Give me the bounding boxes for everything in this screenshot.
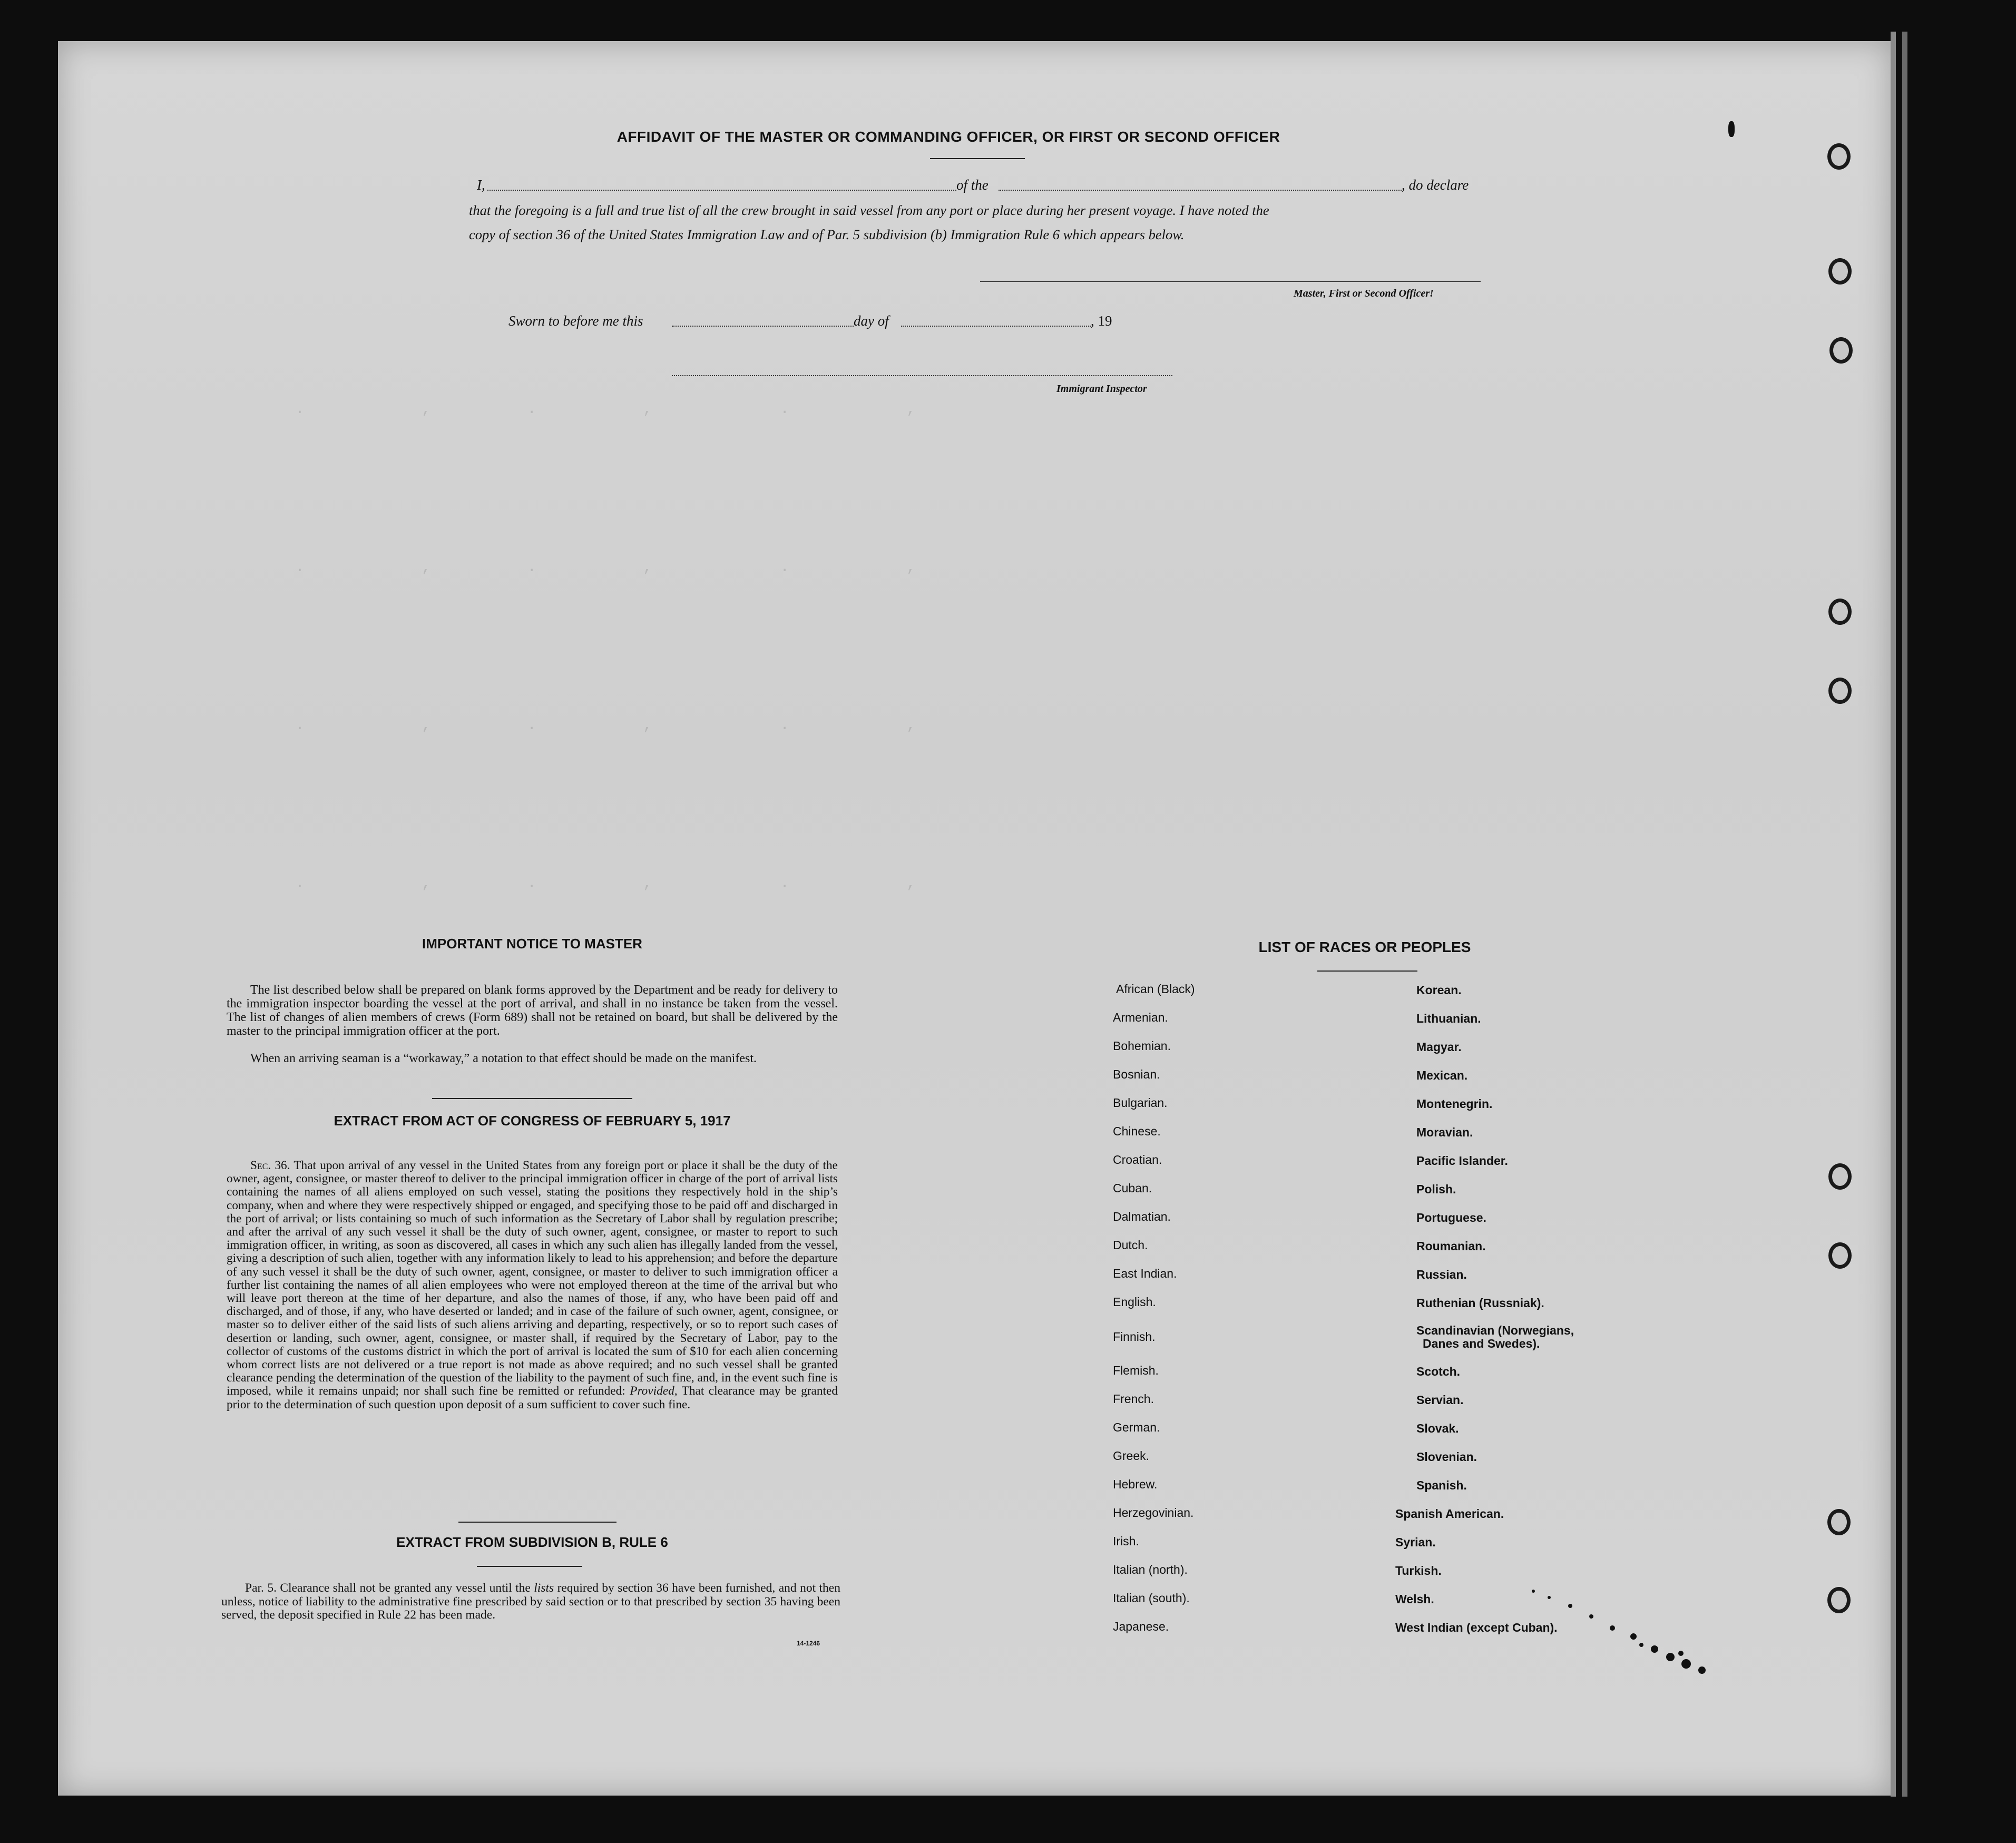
race-item-right-continued: Danes and Swedes). xyxy=(1423,1337,1540,1350)
race-item-left: Finnish. xyxy=(1113,1330,1156,1344)
declarant-name-field[interactable] xyxy=(487,190,956,191)
race-item-right: Servian. xyxy=(1416,1393,1464,1407)
race-item-left: Cuban. xyxy=(1113,1181,1152,1195)
race-item-left: Croatian. xyxy=(1113,1153,1162,1166)
race-item-right: Spanish. xyxy=(1416,1478,1467,1492)
binder-hole xyxy=(1829,337,1853,364)
inspector-caption: Immigrant Inspector xyxy=(1056,383,1147,395)
race-item-left: Italian (north). xyxy=(1113,1563,1188,1576)
race-item-right: Montenegrin. xyxy=(1416,1097,1493,1111)
race-item-left: Armenian. xyxy=(1113,1011,1168,1024)
race-item-right: Korean. xyxy=(1416,983,1462,997)
race-item-right: Spanish American. xyxy=(1395,1507,1504,1521)
act-text-main: That upon arrival of any vessel in the United States from any foreign port or place it shall be the duty of the owner, agent, consignee, or master thereof to deliver to the principal immigration officer in charge of the port of arrival lists containing the names of all aliens employed on such vessel, stating the positions they respectively hold in the ship’s company, when and where they were respectively shipped or engaged, and specifying those to be paid off and discharged in the port of arrival; or lists containing so much of such information as the Secretary of Labor shall by regulation prescribe; and after the arrival of any such vessel it shall be the duty of such owner, agent, consignee, or master to report to such immigration officer, in writing, as soon as discovered, all cases in which any such alien has illegally landed from the vessel, giving a description of such alien, together with any information likely to lead to his apprehension; and before the departure of any such vessel it shall be the duty of such owner, agent, consignee, or master to deliver to such immigration officer a further list containing the names of all alien employees who were not employed thereon at the time of the arrival but who will leave port thereon at the time of her departure, and also the names of those, if any, who have been paid off and discharged, and of those, if any, who have deserted or landed; and in case of the failure of such owner, agent, consignee, or master so to deliver either of the said lists of such aliens arriving and departing, respectively, or so to report such cases of desertion or landing, such owner, agent, consignee, or master shall, if required by the Secretary of Labor, pay to the collector of customs of the customs district in which the port of arrival is located the sum of $10 for each alien concerning whom correct lists are not delivered or a true report is not made as above required; and no such vessel shall be granted clearance pending the determination of the question of the liability to the payment of such fine, and, in the event such fine is imposed, while it remains unpaid; nor shall such fine be remitted or refunded: xyxy=(227,1159,838,1398)
race-item-left: Bosnian. xyxy=(1113,1067,1160,1081)
race-item-right: Slovenian. xyxy=(1416,1450,1477,1464)
divider xyxy=(477,1566,582,1567)
bleed-through-text: . , . , . , xyxy=(295,717,917,734)
race-item-right: Polish. xyxy=(1416,1182,1456,1196)
rule-paragraph xyxy=(221,1582,840,1622)
race-item-right: Scandinavian (Norwegians, xyxy=(1416,1324,1574,1337)
race-item-right: Roumanian. xyxy=(1416,1239,1486,1253)
act-text-end: That clearance may be granted prior to the determination of such question upon deposit of a sum sufficient to cover such fine. xyxy=(227,1384,838,1411)
section-label: Sec. 36. xyxy=(250,1159,290,1172)
race-item-right: Russian. xyxy=(1416,1268,1467,1281)
race-item-right: Syrian. xyxy=(1395,1535,1436,1549)
rule-text-end: required by section 36 have been furnished, and not then unless, notice of liability to the administrative fine prescribed by said section or to that prescribed by section 35 having been served, the deposit specified in Rule 22 has been made. xyxy=(221,1581,840,1622)
affidavit-line-1-middle: of the xyxy=(956,177,989,193)
bleed-through-text: . , . , . , xyxy=(295,400,917,418)
sworn-year-prefix: , 19 xyxy=(1091,313,1112,329)
race-item-right: West Indian (except Cuban). xyxy=(1395,1621,1558,1634)
form-code: 14-1246 xyxy=(797,1640,820,1647)
race-item-left: German. xyxy=(1113,1420,1160,1434)
affidavit-line-1-prefix: I, xyxy=(477,177,485,193)
race-item-left: Hebrew. xyxy=(1113,1477,1158,1491)
bleed-through-text: . , . , . , xyxy=(295,875,917,893)
vessel-name-field[interactable] xyxy=(999,190,1402,191)
race-item-left: Flemish. xyxy=(1113,1364,1159,1377)
sworn-label: Sworn to before me this xyxy=(508,313,643,329)
race-item-right: Mexican. xyxy=(1416,1068,1468,1082)
races-title: LIST OF RACES OR PEOPLES xyxy=(1258,939,1471,955)
binder-hole xyxy=(1827,143,1851,170)
notice-paragraph-2: When an arriving seaman is a “workaway,” a notation to that effect should be made on the manifest. xyxy=(250,1052,757,1065)
race-item-left: Irish. xyxy=(1113,1534,1139,1548)
document-page xyxy=(58,41,1892,1796)
race-item-right: Lithuanian. xyxy=(1416,1012,1481,1025)
race-item-right: Portuguese. xyxy=(1416,1211,1486,1224)
binder-hole xyxy=(1828,258,1852,285)
master-signature-line[interactable] xyxy=(980,281,1481,282)
race-item-left: Dutch. xyxy=(1113,1238,1148,1252)
divider xyxy=(458,1522,616,1523)
act-title: EXTRACT FROM ACT OF CONGRESS OF FEBRUARY 5, 1917 xyxy=(334,1113,731,1129)
sworn-day-of: day of xyxy=(854,313,889,329)
race-item-left: Bohemian. xyxy=(1113,1039,1171,1053)
race-item-left: East Indian. xyxy=(1113,1267,1177,1280)
notice-paragraph-1: The list described below shall be prepared on blank forms approved by the Department and be ready for delivery to the immigration inspector boarding the vessel at the port of arrival, and shall in no instance be taken from the vessel. The list of changes of alien members of crews (Form 689) shall not be retained on board, but shall be delivered by the master to the principal immigration officer at the port. xyxy=(227,983,838,1038)
race-item-left: Bulgarian. xyxy=(1113,1096,1168,1110)
race-item-right: Scotch. xyxy=(1416,1365,1461,1378)
act-provided: Provided, xyxy=(630,1384,678,1398)
race-item-left: Chinese. xyxy=(1113,1124,1161,1138)
race-item-right: Ruthenian (Russniak). xyxy=(1416,1296,1544,1310)
race-item-left: Italian (south). xyxy=(1113,1591,1190,1605)
rule-lists: lists xyxy=(534,1581,554,1595)
page-edge xyxy=(1891,32,1896,1797)
bleed-through-text: . , . , . , xyxy=(295,558,917,576)
race-item-left: French. xyxy=(1113,1392,1154,1406)
sworn-month-field[interactable] xyxy=(901,326,1091,327)
master-signature-caption: Master, First or Second Officer! xyxy=(1294,288,1434,299)
page-edge xyxy=(1902,32,1907,1797)
race-item-left: Greek. xyxy=(1113,1449,1150,1463)
race-item-right: Pacific Islander. xyxy=(1416,1154,1508,1168)
affidavit-title: AFFIDAVIT OF THE MASTER OR COMMANDING OFFICER, OR FIRST OR SECOND OFFICER xyxy=(616,129,1280,145)
ink-mark xyxy=(1728,121,1735,137)
rule-text-start: Par. 5. Clearance shall not be granted any vessel until the xyxy=(245,1581,531,1595)
race-item-left: Herzegovinian. xyxy=(1113,1506,1194,1520)
binder-hole xyxy=(1827,1509,1851,1535)
divider xyxy=(432,1098,632,1099)
race-item-right: Slovak. xyxy=(1416,1422,1459,1435)
race-item-left: Japanese. xyxy=(1113,1620,1169,1633)
race-item-right: Magyar. xyxy=(1416,1040,1462,1054)
race-item-right: Moravian. xyxy=(1416,1125,1473,1139)
sworn-day-field[interactable] xyxy=(672,326,854,327)
binder-hole xyxy=(1828,1163,1852,1190)
binder-hole xyxy=(1828,599,1852,625)
inspector-signature-line[interactable] xyxy=(672,375,1172,376)
binder-hole xyxy=(1828,678,1852,704)
binder-hole xyxy=(1827,1587,1851,1613)
race-item-left: Dalmatian. xyxy=(1113,1210,1171,1223)
race-item-right: Welsh. xyxy=(1395,1592,1434,1606)
binder-hole xyxy=(1828,1242,1852,1269)
race-item-left: English. xyxy=(1113,1295,1156,1309)
affidavit-line-2: that the foregoing is a full and true list of all the crew brought in said vessel from any port or place during her present voyage. I have noted the xyxy=(469,202,1269,218)
ink-smudge xyxy=(1528,1586,1728,1681)
divider xyxy=(930,158,1025,159)
race-item-right: Turkish. xyxy=(1395,1564,1442,1577)
notice-title: IMPORTANT NOTICE TO MASTER xyxy=(422,936,642,952)
rule-title: EXTRACT FROM SUBDIVISION B, RULE 6 xyxy=(396,1534,668,1550)
race-item-left: African (Black) xyxy=(1116,982,1195,996)
divider xyxy=(1317,970,1417,972)
affidavit-line-3: copy of section 36 of the United States Immigration Law and of Par. 5 subdivision (b) Immigration Rule 6 which appears below. xyxy=(469,227,1185,242)
act-section-36-text xyxy=(227,1159,838,1411)
affidavit-line-1-suffix: , do declare xyxy=(1402,177,1469,193)
